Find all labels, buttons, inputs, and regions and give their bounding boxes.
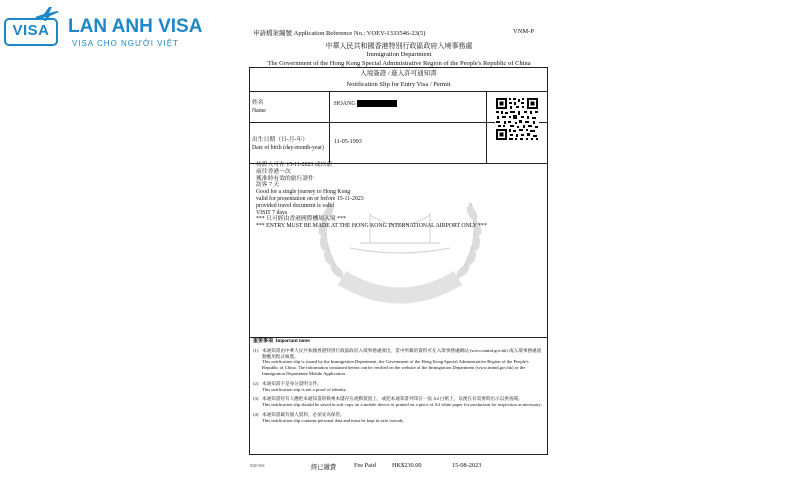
notes-title-zh: 重要事項 bbox=[253, 339, 274, 344]
notes-title bbox=[253, 339, 545, 345]
logo-visa-box bbox=[4, 18, 58, 46]
logo-visa-box-text: VISA bbox=[12, 22, 50, 39]
issue-date: 15-08-2023 bbox=[452, 462, 482, 469]
note-text-zh: 本通知書不是身分證明文件。 bbox=[262, 380, 322, 386]
fee-amount: HK$230.00 bbox=[392, 462, 422, 469]
note-number: (2) bbox=[253, 380, 259, 386]
note-item bbox=[253, 348, 545, 377]
note-text-zh: 本通知書持有人應把本通知書的軟複本儲存在流動裝置上，或把本通知書列印在一張 A4 白紙上，以便在有需要時出示以供查閱。 bbox=[262, 396, 523, 402]
condition-line: *** ENTRY MUST BE MADE AT THE HONG KONG INTERNATIONAL AIRPORT ONLY *** bbox=[256, 223, 487, 230]
slip-title bbox=[250, 68, 547, 92]
note-number: (3) bbox=[253, 396, 259, 402]
note-text-en: This notification slip is issued by the Immigration Department, the Government of the Hong Kong Special Administrative Region of the People's Republic of China. The information contained herein can be verified on the website of the Immigration Department (www.immd.gov.hk) or the Immigration Department Mobile Application. bbox=[262, 359, 529, 376]
nationality-code: VNM-P bbox=[513, 28, 534, 35]
redacted-block bbox=[357, 100, 397, 107]
name-label bbox=[250, 91, 330, 122]
slip-title-en: Notification Slip for Entry Visa / Permit bbox=[346, 81, 451, 88]
condition-line: VISIT 7 days bbox=[256, 209, 288, 216]
fee-paid-en: Fee Paid bbox=[354, 462, 376, 469]
note-text-en: This notification slip contains personal data and must be kept in safe custody. bbox=[262, 417, 405, 423]
name-value bbox=[334, 100, 397, 107]
dob-label-zh: 出生日期（日-月-年） bbox=[252, 137, 309, 143]
notes-divider bbox=[250, 337, 547, 338]
note-number: (4) bbox=[253, 411, 259, 417]
airplane-icon bbox=[34, 6, 60, 22]
name-label-zh: 姓名 bbox=[252, 100, 264, 106]
qr-divider bbox=[486, 91, 487, 163]
qr-code bbox=[495, 97, 539, 141]
fee-paid-zh: 經已繳費 bbox=[311, 464, 337, 471]
condition-line: Good for a single journey to Hong Kong bbox=[256, 189, 351, 196]
brand-logo bbox=[4, 6, 203, 48]
important-notes bbox=[253, 339, 545, 428]
visa-conditions bbox=[256, 162, 536, 230]
name-surname: HOANG bbox=[334, 100, 356, 107]
government-name-en: The Government of the Hong Kong Special Administrative Region of the People's Republic of China bbox=[267, 60, 531, 67]
note-text-zh: 本通知書載有個人資料，必須妥為保管。 bbox=[262, 411, 345, 417]
condition-line: 獲准時有效的旅行證件 bbox=[256, 175, 314, 182]
dob-label bbox=[250, 122, 330, 163]
name-label-en: Name bbox=[252, 108, 266, 114]
logo-tagline: VISA CHO NGƯỜI VIỆT bbox=[72, 39, 179, 48]
notes-title-en: Important notes bbox=[275, 339, 311, 344]
condition-line: 訪客 7 天 bbox=[256, 182, 280, 189]
application-reference: 申請檔案編號 Application Reference No.: VOEV-1333546-23(5) bbox=[253, 30, 426, 37]
note-text-en: This notification slip should be saved in soft copy on a mobile device or printed on a piece of A4 white paper for production for inspection as necessary. bbox=[262, 402, 542, 408]
condition-line: valid for presentation on or before 15-11-2023 bbox=[256, 195, 364, 202]
condition-line: *** 只可經由香港國際機場入境 *** bbox=[256, 216, 346, 223]
note-number: (1) bbox=[253, 347, 259, 353]
logo-brand-name: LAN ANH VISA bbox=[68, 16, 203, 37]
condition-line: provided travel document is valid bbox=[256, 202, 334, 209]
department-name-en: Immigration Department bbox=[366, 51, 432, 58]
slip-title-zh: 入境簽證 / 進入許可通知書 bbox=[360, 70, 437, 77]
note-item bbox=[253, 412, 545, 424]
department-name-zh: 中華人民共和國香港特別行政區政府入境事務處 bbox=[325, 42, 473, 50]
form-code: ID(E)904 bbox=[250, 464, 265, 468]
note-item bbox=[253, 396, 545, 408]
condition-line: 持證人可在 15-11-2023 或以前 bbox=[256, 162, 333, 168]
note-item bbox=[253, 381, 545, 393]
note-text-en: This notification slip is not a proof of identity. bbox=[262, 386, 347, 392]
dob-label-en: Date of birth (day-month-year) bbox=[252, 145, 324, 151]
notification-slip bbox=[249, 67, 548, 455]
dob-value: 11-05-1993 bbox=[334, 139, 362, 145]
note-text-zh: 本通知書由中華人民共和國香港特別行政區政府入境事務處發出，當中所載的資料可在入境事務處網站 (www.immd.gov.hk) 或入境事務處流動應用程式核實。 bbox=[262, 347, 542, 359]
condition-line: 前往香港一次 bbox=[256, 168, 291, 175]
